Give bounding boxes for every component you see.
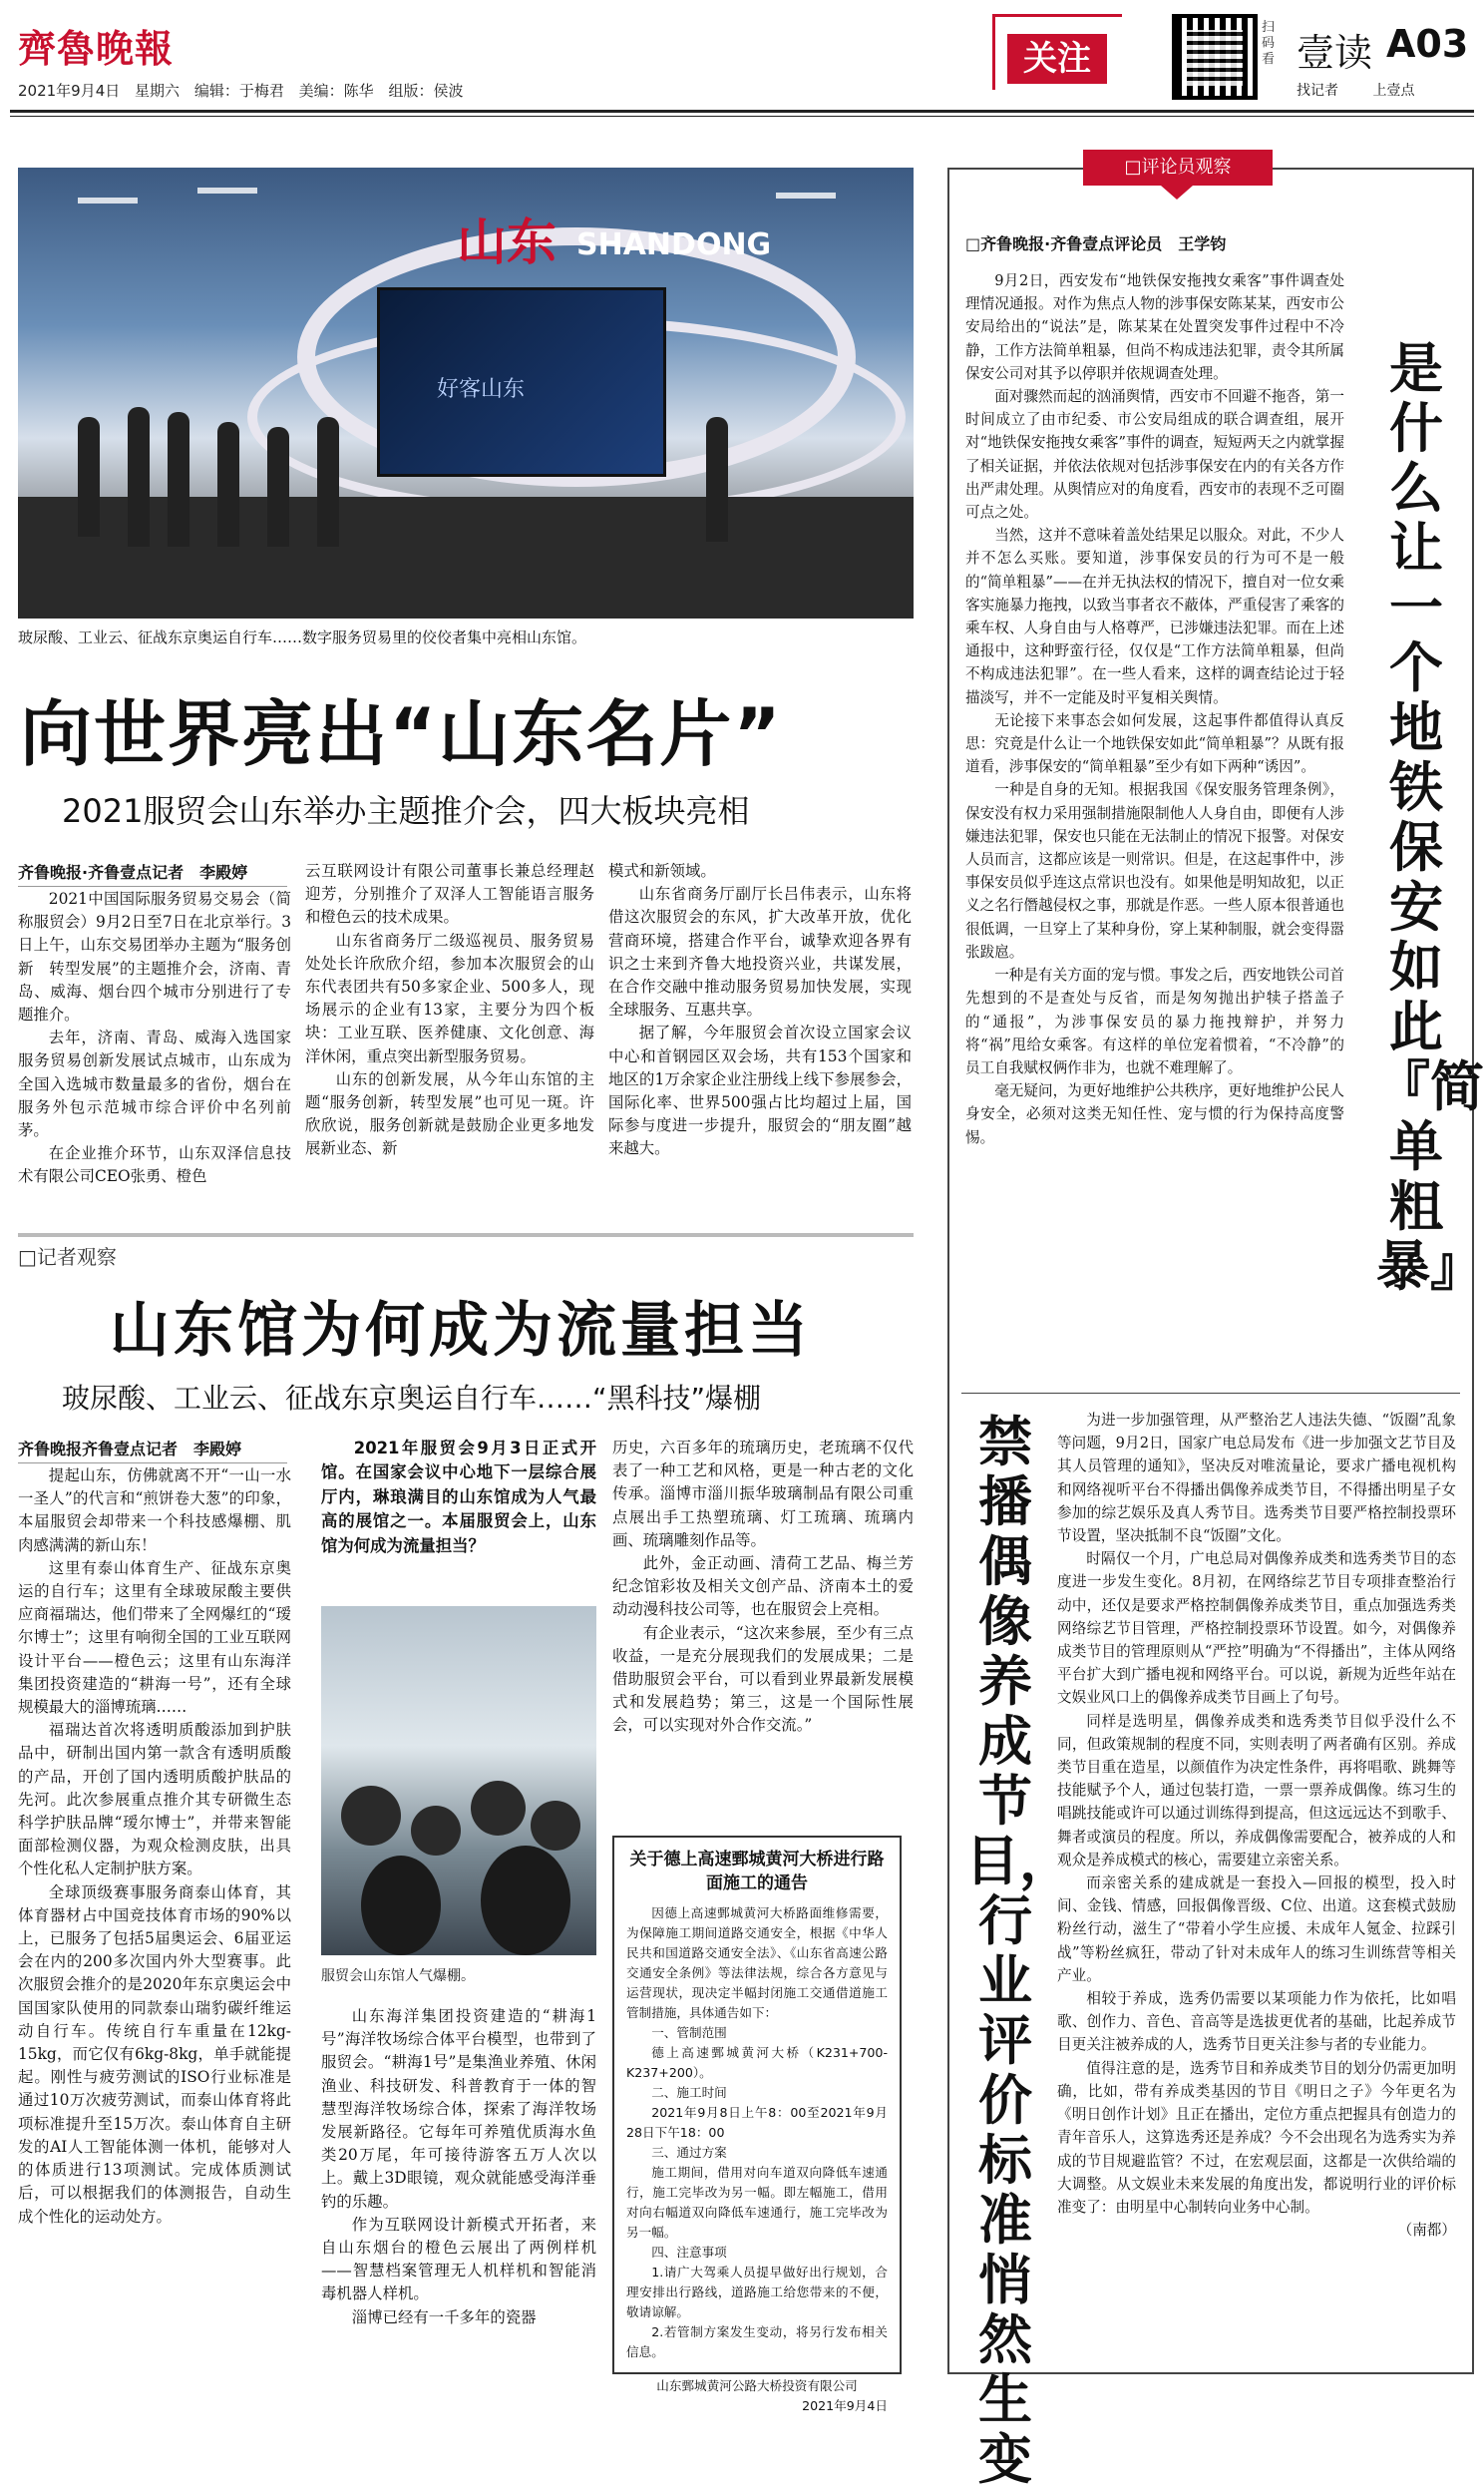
masthead-rule-thin [10, 116, 1474, 117]
second-headline: 山东馆为何成为流量担当 [110, 1296, 812, 1366]
article-byline: 齐鲁晚报齐鲁壹点记者 李殿婷 [18, 1437, 287, 1463]
exhibition-photo [18, 168, 914, 619]
visitor-figure [317, 417, 339, 547]
paragraph: 一种是自身的无知。根据我国《保安服务管理条例》，保安没有权力采用强制措施限制他人人身自由，即便有人涉嫌违法犯罪，保安也只能在无法制止的情况下报警。对保安人员而言，这都应该是一则常识。但是，在这起事件中，涉事保安员似乎连这点常识也没有。如果他是明知故犯，以正义之名行僭越侵权之事，那就是作恶。一些人原本很普通也很低调，一旦穿上了某种身份，穿上某种制服，就会变得嚣张跋扈。 [965, 781, 1344, 961]
paragraph: 历史，六百多年的琉璃历史，老琉璃不仅代表了一种工艺和风格，更是一种古老的文化传承。淄博市淄川振华玻璃制品有限公司重点展出手工热塑琉璃、灯工琉璃、琉璃内画、琉璃雕刻作品等。 [612, 1439, 914, 1549]
paragraph: 据了解，今年服贸会首次设立国家会议中心和首钢园区双会场，共有153个国家和地区的1万余家企业注册线上线下参展参会，国际化率、世界500强占比均超过上届，国际参与度进一步提升，服贸会的“朋友圈”越来越大。 [608, 1024, 912, 1158]
section-sub-left: 找记者 [1297, 83, 1338, 99]
paragraph: 2021中国国际服务贸易交易会（简称服贸会）9月2日至7日在北京举行。3日上午，山东交易团举办主题为“服务创新 转型发展”的主题推介会，济南、青岛、威海、烟台四个城市分别进行了专题推介。 [18, 890, 291, 1025]
notice-paragraph: 因德上高速鄄城黄河大桥路面维修需要，为保障施工期间道路交通安全，根据《中华人民共和国道路交通安全法》、《山东省高速公路交通安全条例》等法律法规，综合各方意见与运营现状，现决定半幅封闭施工交通借道施工管制措施，具体通告如下： [626, 1905, 888, 2020]
issue-date: 2021年9月4日 [18, 82, 121, 100]
paragraph: 去年，济南、青岛、威海入选国家服务贸易创新发展试点城市，山东成为全国入选城市数量最多的省份，烟台在服务外包示范城市综合评价中名列前茅。 [18, 1029, 291, 1140]
pavilion-sign: 山东 [457, 212, 556, 271]
notice-paragraph: 施工期间，借用对向车道双向降低车速通行，施工完毕改为另一幅。即左幅施工，借用对向右幅道双向降低车速通行，施工完毕改为另一幅。 [626, 2165, 888, 2240]
tag-pointer-icon [1161, 186, 1193, 200]
paragraph: 同样是选明星，偶像养成类和选秀类节目似乎没什么不同，但政策规制的程度不同，实则表明了两者确有区别。养成类节目重在造星，以颜值作为决定性条件，再将唱歌、跳舞等技能赋予个人，通过包装打造，一票一票养成偶像。练习生的唱跳技能或许可以通过训练得到提高，但这远远达不到歌手、舞者或演员的程度。所以，养成偶像需要配合，被养成的人和观众是养成模式的核心，需要建立亲密关系。 [1057, 1712, 1456, 1868]
paragraph: 9月2日，西安发布“地铁保安拖拽女乘客”事件调查处理情况通报。对作为焦点人物的涉事保安陈某某，西安市公安局给出的“说法”是，陈某某在处置突发事件过程中不冷静，工作方法简单粗暴，但尚不构成违法犯罪，责令其所属保安公司对其予以停职并依规调查处理。 [965, 272, 1344, 382]
crowd-body [361, 1856, 441, 1955]
paragraph: 山东省商务厅二级巡视员、服务贸易处处长许欣欣介绍，参加本次服贸会的山东代表团共有50多家企业、500多人，现场展示的企业有13家，主要分为四个板块：工业互联、医养健康、文化创意、海洋休闲，重点突出新型服务贸易。 [305, 931, 594, 1065]
source-signoff: （南都） [1397, 2222, 1456, 2240]
masthead-rule [10, 110, 1474, 113]
commentary-vertical-title: 是什么让一个地铁保安如此『简单粗暴』 [1376, 337, 1484, 1298]
paragraph: 作为互联网设计新模式开拓者，来自山东烟台的橙色云展出了两例样机——智慧档案管理无人机样机和智能消毒机器人样机。 [321, 2215, 596, 2303]
issue-weekday: 星期六 [135, 82, 181, 100]
notice-body [626, 1903, 888, 2362]
visitor-figure [78, 417, 100, 537]
section-subtitle [1297, 80, 1414, 100]
paragraph: 当然，这并不意味着盖处结果足以服众。对此，不少人并不怎么买账。要知道，涉事保安员的行为可不是一般的“简单粗暴”——在并无执法权的情况下，擅自对一位女乘客实施暴力拖拽，以致当事者衣不蔽体，严重侵害了乘客的乘车权、人身自由与人格尊严，已涉嫌违法犯罪。而在上述通报中，这种野蛮行径，仅仅是“工作方法简单粗暴，但尚不构成违法犯罪”。在一些人看来，这样的调查结论过于轻描淡写，并不一定能及时平复相关舆情。 [965, 527, 1344, 706]
paragraph: 相较于养成，选秀仍需要以某项能力作为依托，比如唱歌、创作力、音色、音高等是选拔更优者的基础，比起养成节目更关注被养成的人，选秀节目更关注参与者的专业能力。 [1057, 1990, 1456, 2054]
notice-paragraph: 三、通过方案 [651, 2145, 727, 2160]
opinion-vertical-title: 禁播偶像养成节目，行业评价标准悄然生变 [965, 1411, 1073, 2491]
article-column-3 [608, 860, 912, 1161]
article-lead [321, 1437, 596, 1558]
crowd-head [531, 1801, 580, 1851]
notice-paragraph: 四、注意事项 [651, 2245, 727, 2260]
paragraph: 山东省商务厅副厅长吕伟表示，山东将借这次服贸会的东风，扩大改革开放，优化营商环境，搭建合作平台，诚挚欢迎各界有识之士来到齐鲁大地投资兴业，共谋发展，在合作交融中推动服务贸易加快发展，实现全球服务、互惠共享。 [608, 885, 912, 1020]
page-number: A03 [1386, 22, 1469, 66]
section-name: 壹读 [1297, 31, 1373, 75]
layout-credit: 组版：侯波 [388, 82, 464, 100]
qr-scan-hint: 扫码看 [1262, 20, 1276, 67]
section-sub-right: 上壹点 [1372, 83, 1415, 99]
paragraph: 有企业表示，“这次来参展，至少有三点收益，一是充分展现我们的发展成果；二是借助服贸会平台，可以看到业界最新发展模式和发展趋势；第三，这是一个国际性展会，可以实现对外合作交流。” [612, 1623, 914, 1735]
newspaper-logo: 齊魯晚報 [18, 26, 175, 71]
paragraph: 云互联网设计有限公司董事长兼总经理赵迎芳，分别推介了双泽人工智能语言服务和橙色云的技术成果。 [305, 862, 594, 927]
traffic-notice-box [612, 1836, 902, 2413]
notice-signature: 山东鄄城黄河公路大桥投资有限公司 [656, 2378, 858, 2393]
notice-paragraph: 2.若管制方案发生变动，将另行发布相关信息。 [626, 2324, 888, 2359]
paragraph: 福瑞达首次将透明质酸添加到护肤品中，研制出国内第一款含有透明质酸的产品，开创了国内透明质酸护肤品的先河。此次参展重点推介其专研微生态科学护肤品牌“瑷尔博士”，并带来智能面部检测仪器，为观众检测皮肤，出具个性化私人定制护肤方案。 [18, 1721, 291, 1878]
paragraph: 无论接下来事态会如何发展，这起事件都值得认真反思：究竟是什么让一个地铁保安如此“简单粗暴”？从既有报道看，涉事保安的“简单粗暴”至少有如下两种“诱因”。 [965, 711, 1344, 776]
crowd-head [411, 1806, 461, 1856]
ceiling-light [78, 198, 138, 204]
photo-caption: 服贸会山东馆人气爆棚。 [321, 1968, 475, 1984]
crowd-head [341, 1786, 401, 1846]
paragraph: 在企业推介环节，山东双泽信息技术有限公司CEO张勇、橙色 [18, 1144, 291, 1186]
paragraph: 毫无疑问，为更好地维护公共秩序，更好地维护公民人身安全，必须对这类无知任性、宠与惯的行为保持高度警惕。 [965, 1082, 1344, 1146]
section-divider [18, 1233, 914, 1265]
notice-paragraph: 一、管制范围 [651, 2025, 727, 2040]
lead-text: 2021年服贸会9月3日正式开馆。在国家会议中心地下一层综合展厅内，琳琅满目的山东馆成为人气最高的展馆之一。本届服贸会上，山东馆为何成为流量担当？ [321, 1439, 596, 1555]
article-byline: 齐鲁晚报·齐鲁壹点记者 李殿婷 [18, 860, 287, 887]
second-subheadline: 玻尿酸、工业云、征战东京奥运自行车……“黑科技”爆棚 [62, 1382, 762, 1415]
ceiling-light [197, 188, 257, 194]
commentary-body [965, 269, 1344, 1149]
screen-text: 好客山东 [437, 377, 526, 402]
notice-date: 2021年9月4日 [802, 2398, 888, 2413]
commentary-byline: □齐鲁晚报·齐鲁壹点评论员 王学钧 [965, 234, 1227, 253]
pavilion-sign-english: SHANDONG [576, 227, 772, 262]
editor-credit: 编辑：于梅君 [193, 82, 284, 100]
focus-section-tag: 关注 [1007, 34, 1107, 84]
crowd-photo [321, 1606, 596, 1955]
commentary-section-tag: □评论员观察 [1083, 150, 1273, 186]
notice-title: 关于德上高速鄄城黄河大桥进行路面施工的通告 [629, 1850, 885, 1893]
paragraph: 这里有泰山体育生产、征战东京奥运的自行车；这里有全球玻尿酸主要供应商福瑞达，他们带来了全网爆红的“瑷尔博士”；这里有响彻全国的工业互联网设计平台——橙色云；这里有山东海洋集团投资建造的“耕海一号”，还有全球规模最大的淄博琉璃…… [18, 1558, 291, 1717]
exhibition-floor [18, 497, 914, 619]
ceiling-light [776, 193, 836, 199]
visitor-figure [168, 412, 189, 547]
notice-paragraph: 二、施工时间 [651, 2085, 727, 2100]
paragraph: 模式和新领域。 [608, 862, 716, 880]
paragraph: 一种是有关方面的宠与惯。事发之后，西安地铁公司首先想到的不是查处与反省，而是匆匆抛出护犊子搭盖子的“通报”，为涉事保安员的暴力拖拽辩护，并努力将“祸”甩给女乘客。有这样的单位宠着惯着，“不冷静”的员工自我赋权俩作非为，也就不难理解了。 [965, 967, 1344, 1076]
photo-caption: 玻尿酸、工业云、征战东京奥运自行车……数字服务贸易里的佼佼者集中亮相山东馆。 [18, 628, 587, 646]
dateline [18, 80, 463, 101]
notice-paragraph: 1.请广大驾乘人员提早做好出行规划，合理安排出行路线，道路施工给您带来的不便，敬请谅解。 [626, 2265, 888, 2319]
designer-credit: 美编：陈华 [298, 82, 374, 100]
article-column-1 [18, 1464, 291, 2229]
paragraph: 而亲密关系的建成就是一套投入—回报的模型，投入时间、金钱、情感，回报偶像晋级、C位、出道。这套模式鼓励粉丝行动，滋生了“带着小学生应援、未成年人氪金、拉踩引战”等粉丝疯狂，带动了针对未成年人的练习生训练营等相关产业。 [1057, 1874, 1456, 1984]
reporter-observation-tag: □记者观察 [18, 1245, 117, 1269]
paragraph: 淄博已经有一千多年的瓷器 [351, 2307, 537, 2326]
paragraph: 山东的创新发展，从今年山东馆的主题“服务创新，转型发展”也可见一斑。许欣欣说，服务创新就是鼓励企业更多地发展新业态、新 [305, 1069, 594, 1158]
visitor-figure [706, 417, 728, 542]
opinion-body [1057, 1409, 1456, 2242]
paragraph: 提起山东，仿佛就离不开“一山一水一圣人”的代言和“煎饼卷大葱”的印象，本届服贸会却带来一个科技感爆棚、肌肉感满满的新山东！ [18, 1466, 291, 1554]
crowd-body [481, 1846, 570, 1955]
paragraph: 时隔仅一个月，广电总局对偶像养成类和选秀类节目的态度进一步发生变化。8月初，在网络综艺节目专项排查整治行动中，还仅是要求严格控制偶像养成类节目，重点加强选秀类网络综艺节目管理，严格控制投票环节设置。如今，对偶像养成类节目的管理原则从“严控”明确为“不得播出”，主体从网络平台扩大到广播电视和网络平台。可以说，新规为近些年站在文娱业风口上的偶像养成类节目画上了句号。 [1057, 1550, 1456, 1707]
notice-paragraph: 2021年9月8日上午8：00至2021年9月28日下午18：00 [626, 2105, 888, 2140]
qr-code-pattern [1187, 30, 1243, 86]
article-column-2 [305, 860, 594, 1161]
article-column-2 [321, 2005, 596, 2329]
notice-paragraph: 德上高速鄄城黄河大桥（K231+700-K237+200）。 [626, 2045, 888, 2080]
main-subheadline: 2021服贸会山东举办主题推介会，四大板块亮相 [62, 792, 750, 830]
main-headline: 向世界亮出“山东名片” [20, 692, 783, 776]
paragraph: 山东海洋集团投资建造的“耕海1号”海洋牧场综合体平台模型，也带到了服贸会。“耕海1号”是集渔业养殖、休闲渔业、科技研发、科普教育于一体的智慧型海洋牧场综合体，探索了海洋牧场发展新路径。它每年可养殖优质海水鱼类20万尾，年可接待游客五万人次以上。戴上3D眼镜，观众就能感受海洋垂钓的乐趣。 [321, 2007, 596, 2211]
visitor-figure [128, 407, 150, 547]
paragraph: 全球顶级赛事服务商泰山体育，其体育器材占中国竞技体育市场的90%以上，已服务了包括5届奥运会、6届亚运会在内的200多次国内外大型赛事。此次服贸会推介的是2020年东京奥运会中国国家队使用的同款泰山瑞豹碳纤维运动自行车。传统自行车重量在12kg-15kg，而它仅有6kg-8kg，单手就能提起。刚性与疲劳测试的ISO行业标准是通过10万次疲劳测试，而泰山体育将此项标准提升至15万次。泰山体育自主研发的AI人工智能体测一体机，能够对人的体质进行13项测试。完成体质测试后，可以根据我们的体测报告，自动生成个性化的运动处方。 [18, 1882, 291, 2226]
visitor-figure [217, 422, 239, 547]
paragraph: 面对骤然而起的汹涌舆情，西安市不回避不拖沓，第一时间成立了由市纪委、市公安局组成的联合调查组，展开对“地铁保安拖拽女乘客”事件的调查，短短两天之内就掌握了相关证据，并依法依规对包括涉事保安在内的有关各方作出严肃处理。从舆情应对的角度看，西安市的表现不乏可圈可点之处。 [965, 388, 1344, 522]
paragraph: 为进一步加强管理，从严整治艺人违法失德、“饭圈”乱象等问题，9月2日，国家广电总局发布《进一步加强文艺节目及其人员管理的通知》，坚决反对唯流量论，要求广播电视机构和网络视听平台不得播出偶像养成类节目，不得播出明星子女参加的综艺娱乐及真人秀节目。选秀类节目要严格控制投票环节设置，坚决抵制不良“饭圈”文化。 [1057, 1412, 1456, 1545]
opinion-divider [961, 1393, 1460, 1394]
article-column-3 [612, 1437, 914, 1738]
paragraph: 值得注意的是，选秀节目和养成类节目的划分仍需更加明确，比如，带有养成类基因的节目《明日之子》今年更名为《明日创作计划》且正在播出，定位方重点把握具有创造力的青年音乐人，这算选秀还是养成？今不会出现名为选秀实为养成的节目规避监管？不过，在宏观层面，这都是一次供给端的大调整。从文娱业未来发展的角度出发，都说明行业的评价标准变了：由明星中心制转向业务中心制。 [1057, 2059, 1456, 2216]
paragraph: 此外，金正动画、清荷工艺品、梅兰芳纪念馆彩妆及相关文创产品、济南本土的爱动动漫科技公司等，也在服贸会上亮相。 [612, 1554, 914, 1619]
visitor-figure [267, 427, 289, 547]
crowd-head [471, 1781, 526, 1836]
article-column-1 [18, 888, 291, 1189]
